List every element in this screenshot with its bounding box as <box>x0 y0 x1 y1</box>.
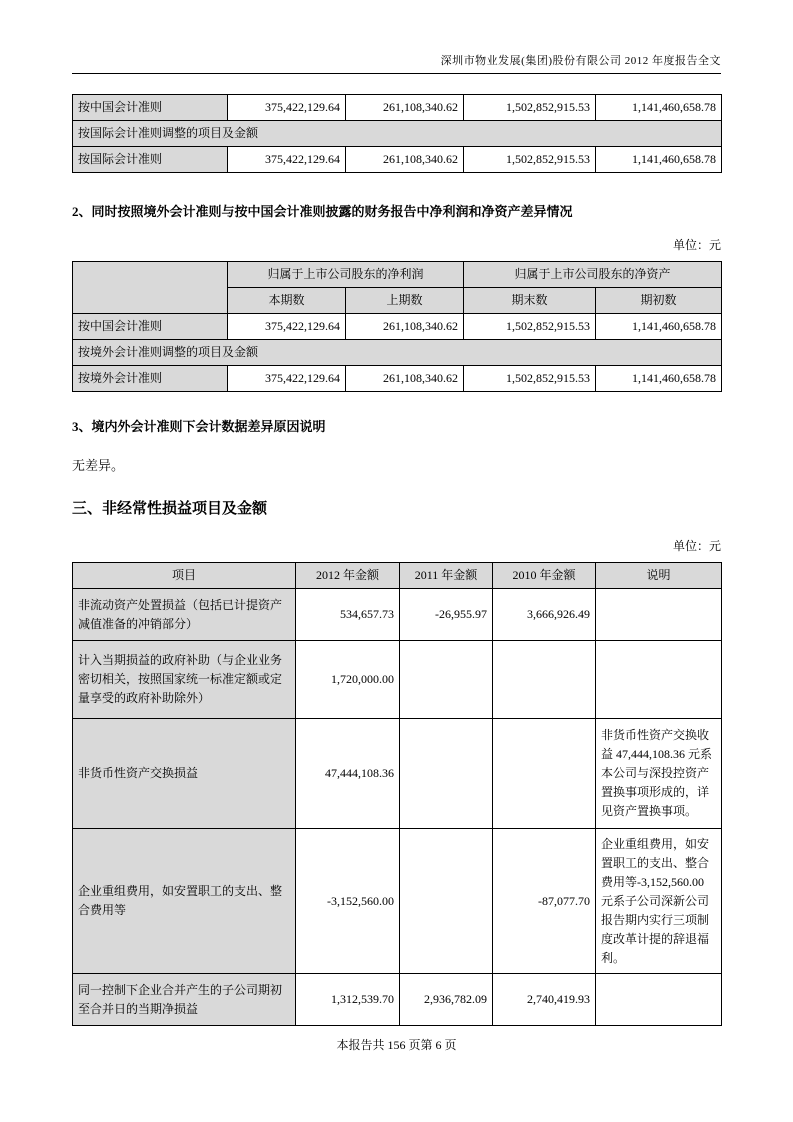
column-header: 上期数 <box>346 288 464 314</box>
value-cell: 261,108,340.62 <box>346 95 464 121</box>
column-header-row <box>73 563 722 589</box>
value-cell: 1,720,000.00 <box>296 641 400 719</box>
table-row <box>73 366 722 392</box>
section-heading-2: 2、同时按照境外会计准则与按中国会计准则披露的财务报告中净利润和净资产差异情况 <box>72 204 573 219</box>
note-cell <box>596 641 722 719</box>
section-heading-3: 3、境内外会计准则下会计数据差异原因说明 <box>72 419 326 434</box>
note-cell <box>596 974 722 1026</box>
value-cell: 2,936,782.09 <box>400 974 493 1026</box>
value-cell: 375,422,129.64 <box>228 314 346 340</box>
value-cell: 1,141,460,658.78 <box>596 366 722 392</box>
page-header <box>72 0 721 74</box>
section-heading-nonrecurring: 三、非经常性损益项目及金额 <box>72 501 268 517</box>
value-cell: 375,422,129.64 <box>228 147 346 173</box>
value-cell: -3,152,560.00 <box>296 829 400 974</box>
value-cell: 2,740,419.93 <box>493 974 596 1026</box>
header-title: 深圳市物业发展(集团)股份有限公司 2012 年度报告全文 <box>440 55 721 67</box>
value-cell: 261,108,340.62 <box>346 147 464 173</box>
value-cell: 1,141,460,658.78 <box>596 314 722 340</box>
value-cell: 1,502,852,915.53 <box>464 147 596 173</box>
table-span-row <box>73 121 722 147</box>
item-cell: 非流动资产处置损益（包括已计提资产减值准备的冲销部分） <box>73 589 296 641</box>
item-cell: 计入当期损益的政府补助（与企业业务密切相关，按照国家统一标准定额或定量享受的政府补助除外） <box>73 641 296 719</box>
nonrecurring-items-table <box>72 562 722 1026</box>
page-footer <box>0 1036 793 1053</box>
item-cell: 企业重组费用，如安置职工的支出、整合费用等 <box>73 829 296 974</box>
group-header: 归属于上市公司股东的净资产 <box>464 262 722 288</box>
page-content <box>72 0 721 1026</box>
column-header: 说明 <box>596 563 722 589</box>
unit-label: 单位：元 <box>672 539 721 553</box>
table-span-row <box>73 340 722 366</box>
column-header: 期末数 <box>464 288 596 314</box>
note-cell <box>596 589 722 641</box>
span-label: 按境外会计准则调整的项目及金额 <box>73 340 722 366</box>
value-cell: 261,108,340.62 <box>346 366 464 392</box>
value-cell: 3,666,926.49 <box>493 589 596 641</box>
value-cell: 1,502,852,915.53 <box>464 95 596 121</box>
table-row <box>73 589 722 641</box>
note-cell: 企业重组费用，如安置职工的支出、整合费用等-3,152,560.00 元系子公司深新公司报告期内实行三项制度改革计提的辞退福利。 <box>596 829 722 974</box>
table-row <box>73 974 722 1026</box>
value-cell: 1,141,460,658.78 <box>596 147 722 173</box>
corner-cell <box>73 262 228 314</box>
section-3-body: 无差异。 <box>72 458 125 473</box>
column-header: 项目 <box>73 563 296 589</box>
note-cell: 非货币性资产交换收益 47,444,108.36 元系本公司与深投控资产置换事项形成的，详见资产置换事项。 <box>596 719 722 829</box>
footer-text: 本报告共 156 页第 6 页 <box>336 1038 457 1052</box>
row-label: 按境外会计准则 <box>73 366 228 392</box>
value-cell: 375,422,129.64 <box>228 366 346 392</box>
value-cell <box>400 641 493 719</box>
table-row <box>73 314 722 340</box>
table-row <box>73 719 722 829</box>
row-label: 按中国会计准则 <box>73 95 228 121</box>
value-cell: 47,444,108.36 <box>296 719 400 829</box>
group-header-row <box>73 262 722 288</box>
value-cell: 375,422,129.64 <box>228 95 346 121</box>
value-cell <box>400 719 493 829</box>
value-cell: 1,312,539.70 <box>296 974 400 1026</box>
column-header: 2011 年金额 <box>400 563 493 589</box>
overseas-standards-table <box>72 261 722 392</box>
column-header: 2010 年金额 <box>493 563 596 589</box>
intl-standards-table <box>72 94 722 173</box>
value-cell <box>493 641 596 719</box>
group-header: 归属于上市公司股东的净利润 <box>228 262 464 288</box>
table-row <box>73 95 722 121</box>
value-cell: -26,955.97 <box>400 589 493 641</box>
value-cell: 1,502,852,915.53 <box>464 366 596 392</box>
value-cell: 261,108,340.62 <box>346 314 464 340</box>
value-cell: 534,657.73 <box>296 589 400 641</box>
value-cell: 1,502,852,915.53 <box>464 314 596 340</box>
column-header: 2012 年金额 <box>296 563 400 589</box>
item-cell: 非货币性资产交换损益 <box>73 719 296 829</box>
table-row <box>73 641 722 719</box>
value-cell: 1,141,460,658.78 <box>596 95 722 121</box>
value-cell: -87,077.70 <box>493 829 596 974</box>
table-row <box>73 829 722 974</box>
span-label: 按国际会计准则调整的项目及金额 <box>73 121 722 147</box>
row-label: 按中国会计准则 <box>73 314 228 340</box>
value-cell <box>400 829 493 974</box>
row-label: 按国际会计准则 <box>73 147 228 173</box>
unit-label: 单位：元 <box>672 238 721 252</box>
item-cell: 同一控制下企业合并产生的子公司期初至合并日的当期净损益 <box>73 974 296 1026</box>
value-cell <box>493 719 596 829</box>
column-header: 期初数 <box>596 288 722 314</box>
column-header: 本期数 <box>228 288 346 314</box>
table-row <box>73 147 722 173</box>
